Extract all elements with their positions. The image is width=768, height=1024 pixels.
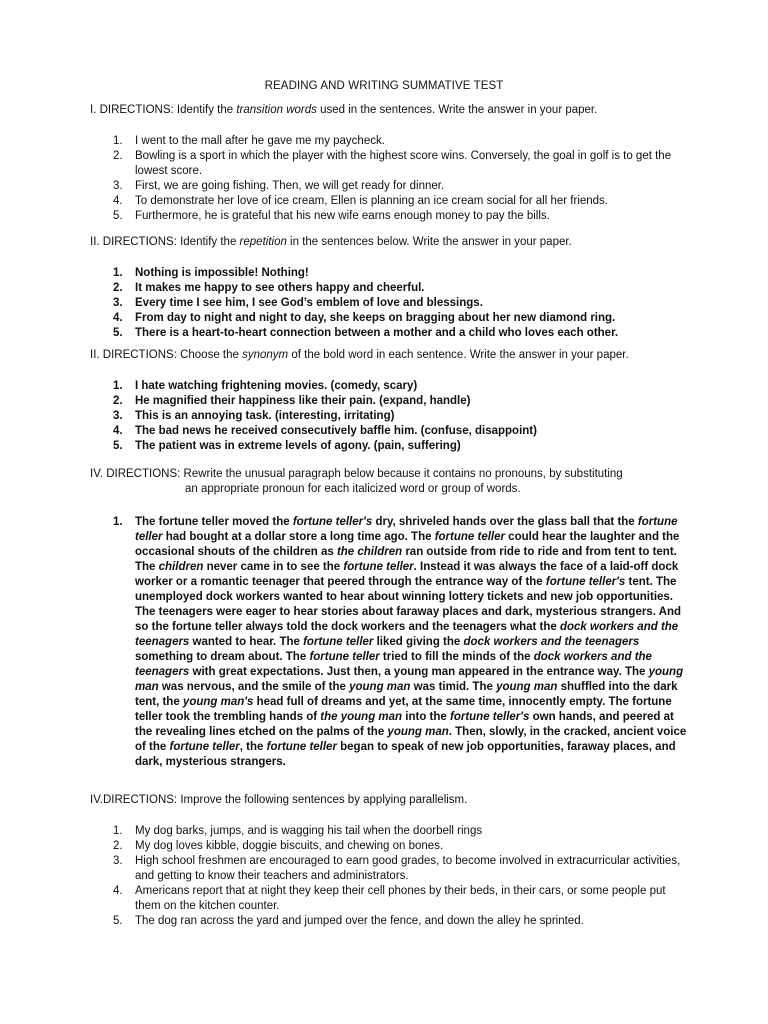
list-item: 1. Nothing is impossible! Nothing! — [113, 267, 309, 279]
list-item: 4. The bad news he received consecutively baffle him. (confuse, disappoint) — [113, 425, 537, 437]
list-item: 5. The dog ran across the yard and jumped over the fence, and down the alley he sprinted. — [113, 915, 584, 927]
section-pronouns — [90, 467, 690, 770]
list-item: 1. I went to the mall after he gave me my paycheck. — [113, 135, 385, 147]
list-item: 1. My dog barks, jumps, and is wagging his tail when the doorbell rings — [113, 825, 483, 837]
section-transition-words — [90, 103, 690, 224]
section-repetition — [90, 235, 690, 341]
list-item: 2. He magnified their happiness like their pain. (expand, handle) — [113, 395, 471, 407]
list-item: 4. Americans report that at night they keep their cell phones by their beds, in their cars, or some people put them on the kitchen counter. — [113, 885, 666, 912]
question-list — [90, 379, 690, 454]
list-item: 3. High school freshmen are encouraged to earn good grades, to become involved in extracurricular activities, and getting to know their teachers and administrators. — [113, 855, 681, 882]
list-item: 5. The patient was in extreme levels of agony. (pain, suffering) — [113, 440, 461, 452]
list-item: 1. I hate watching frightening movies. (comedy, scary) — [113, 380, 418, 392]
list-item: 3. First, we are going fishing. Then, we will get ready for dinner. — [113, 180, 445, 192]
section-directions: IV. DIRECTIONS: Rewrite the unusual paragraph below because it contains no pronouns, by substituting an appropriate pronoun for each italicized word or group of words. — [90, 468, 623, 495]
question-list — [90, 266, 690, 341]
list-item: 2. It makes me happy to see others happy and cheerful. — [113, 282, 425, 294]
section-synonyms — [90, 348, 690, 454]
section-directions: IV.DIRECTIONS: Improve the following sentences by applying parallelism. — [90, 794, 468, 806]
question-list — [90, 824, 690, 929]
list-item: 2. My dog loves kibble, doggie biscuits, and chewing on bones. — [113, 840, 444, 852]
section-parallelism — [90, 793, 690, 929]
section-directions: II. DIRECTIONS: Identify the repetition in the sentences below. Write the answer in your paper. — [90, 236, 572, 248]
list-item: 3. Every time I see him, I see God’s emblem of love and blessings. — [113, 297, 483, 309]
list-item: 5. There is a heart-to-heart connection between a mother and a child who loves each other. — [113, 327, 619, 339]
list-item: 2. Bowling is a sport in which the player with the highest score wins. Conversely, the goal in golf is to get the lowest score. — [113, 150, 672, 177]
fortune-teller-paragraph: 1. The fortune teller moved the fortune teller's dry, shriveled hands over the glass ball that the fortune teller had bought at a dollar store a long time ago. The fortune teller could hear the laughter and the occasional shouts of the children as the children ran outside from ride to ride and from tent to tent. The children never came in to see the fortune teller. Instead it was always the face of a laid-off dock worker or a romantic teenager that peered through the entrance way of the fortune teller's tent. The unemployed dock workers wanted to hear about winning lottery tickets and new job opportunities. The teenagers were eager to hear stories about faraway places and dark, mysterious strangers. And so the fortune teller always told the dock workers and the teenagers what the dock workers and the teenagers wanted to hear. The fortune teller liked giving the dock workers and the teenagers something to dream about. The fortune teller tried to fill the minds of the dock workers and the teenagers with great expectations. Just then, a young man appeared in the entrance way. The young man was nervous, and the smile of the young man was timid. The young man shuffled into the dark tent, the young man's head full of dreams and yet, at the same time, innocently empty. The fortune teller took the trembling hands of the young man into the fortune teller's own hands, and peered at the revealing lines etched on the palms of the young man. Then, slowly, in the cracked, ancient voice of the fortune teller, the fortune teller began to speak of new job opportunities, faraway places, and dark, mysterious strangers. — [113, 516, 687, 768]
list-item: 5. Furthermore, he is grateful that his new wife earns enough money to pay the bills. — [113, 210, 550, 222]
section-directions: II. DIRECTIONS: Choose the synonym of the bold word in each sentence. Write the answer in your paper. — [90, 349, 629, 361]
list-item: 4. To demonstrate her love of ice cream, Ellen is planning an ice cream social for all her friends. — [113, 195, 609, 207]
section-directions: I. DIRECTIONS: Identify the transition words used in the sentences. Write the answer in your paper. — [90, 104, 598, 116]
list-item: 3. This is an annoying task. (interesting, irritating) — [113, 410, 395, 422]
page-title: READING AND WRITING SUMMATIVE TEST — [264, 80, 504, 92]
list-item: 4. From day to night and night to day, she keeps on bragging about her new diamond ring. — [113, 312, 616, 324]
question-list — [90, 134, 690, 224]
